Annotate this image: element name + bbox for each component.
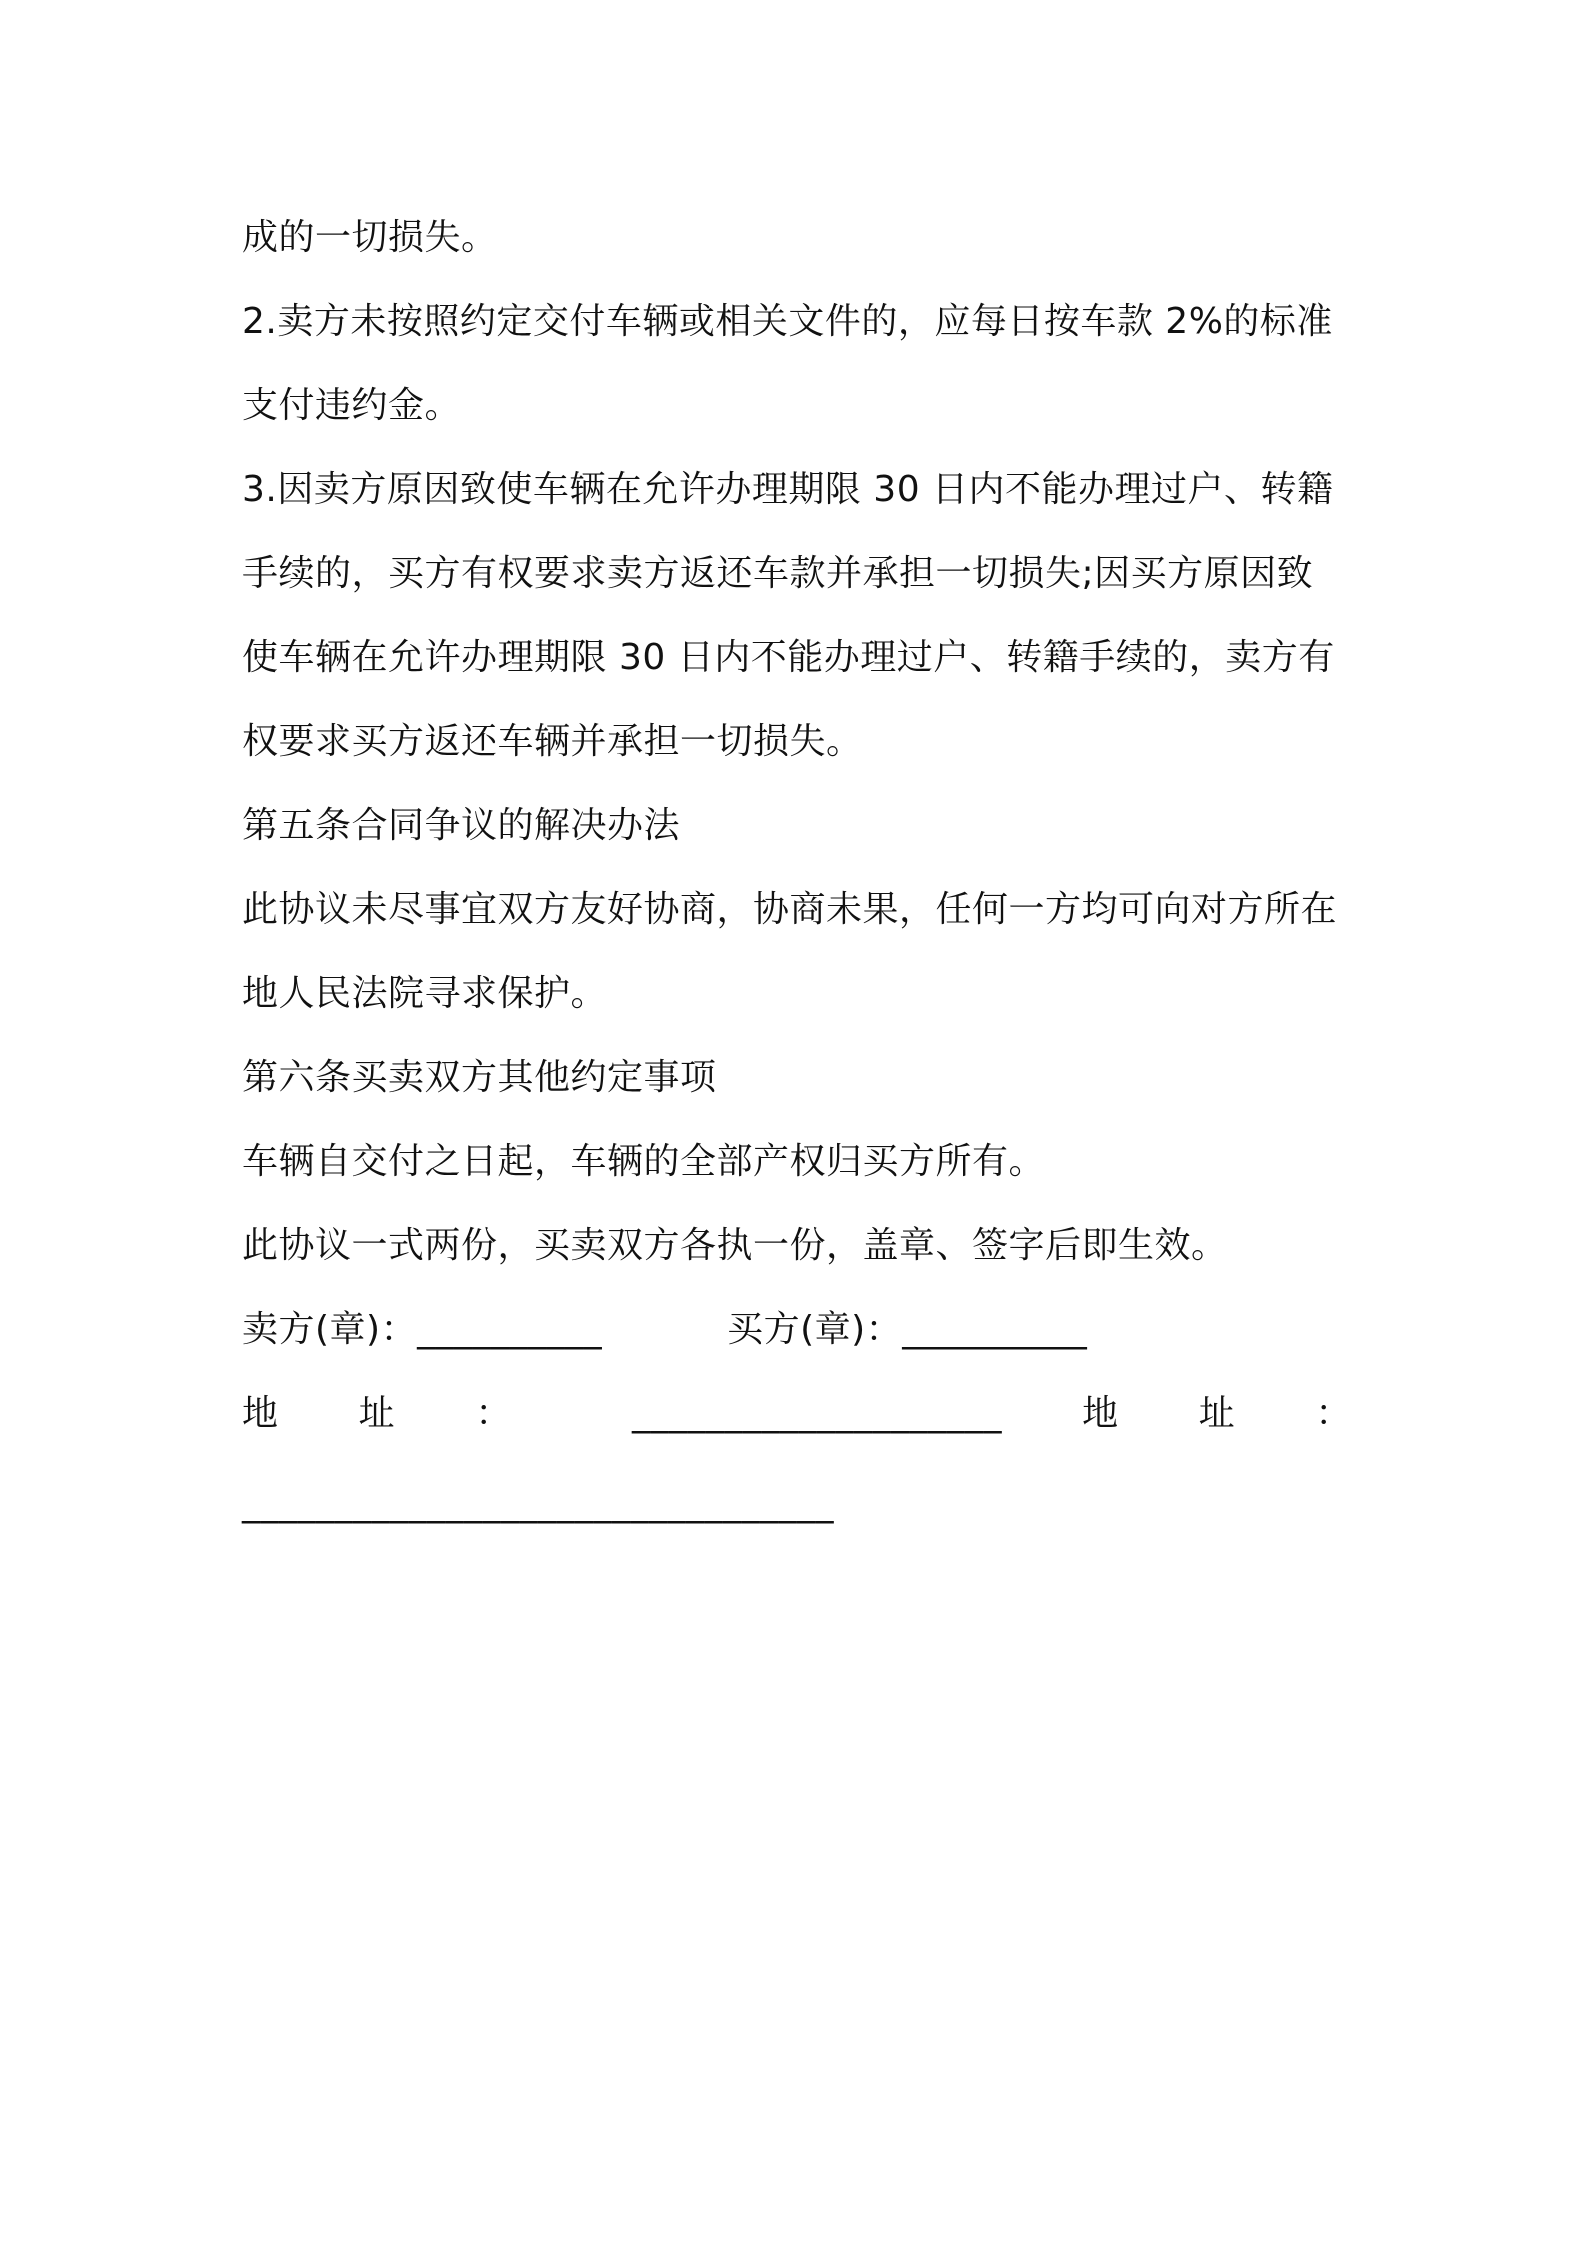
text-line: 2.卖方未按照约定交付车辆或相关文件的，应每日按车款 2%的标准 [242, 301, 1333, 342]
seller-signature-blank: __________ [417, 1309, 603, 1350]
section-heading: 第六条买卖双方其他约定事项 [242, 1057, 717, 1098]
section-heading: 第五条合同争议的解决办法 [242, 805, 681, 846]
address-row [242, 1372, 1352, 1456]
seller-address-colon: ： [475, 1393, 512, 1434]
buyer-address-char-2: 址 [1198, 1393, 1236, 1434]
text-line: 手续的，买方有权要求卖方返还车款并承担一切损失;因买方原因致 [242, 553, 1314, 594]
buyer-seal-label: 买方(章)： [727, 1309, 903, 1350]
text-line: 此协议一式两份，买卖双方各执一份，盖章、签字后即生效。 [242, 1225, 1228, 1266]
buyer-address-colon: ： [1315, 1393, 1352, 1434]
text-line: 成的一切损失。 [242, 217, 498, 258]
buyer-address-blank: ________________________________ [242, 1483, 834, 1524]
seller-address-char-1: 地 [242, 1393, 279, 1434]
text-line: 车辆自交付之日起，车辆的全部产权归买方所有。 [242, 1141, 1046, 1182]
text-line: 此协议未尽事宜双方友好协商，协商未果，任何一方均可向对方所在 [242, 889, 1338, 930]
seller-seal-label: 卖方(章)： [242, 1309, 418, 1350]
contract-body [242, 196, 1352, 1546]
signature-row [242, 1288, 1352, 1372]
text-line: 3.因卖方原因致使车辆在允许办理期限 30 日内不能办理过户、转籍 [242, 469, 1334, 510]
seller-address-blank: ____________________ [631, 1393, 1002, 1434]
text-line: 地人民法院寻求保护。 [242, 973, 608, 1014]
text-line: 支付违约金。 [242, 385, 462, 426]
text-line: 使车辆在允许办理期限 30 日内不能办理过户、转籍手续的，卖方有 [242, 637, 1335, 678]
seller-address-char-2: 址 [358, 1393, 396, 1434]
text-line: 权要求买方返还车辆并承担一切损失。 [242, 721, 863, 762]
buyer-address-char-1: 地 [1082, 1393, 1119, 1434]
buyer-signature-blank: __________ [902, 1309, 1088, 1350]
